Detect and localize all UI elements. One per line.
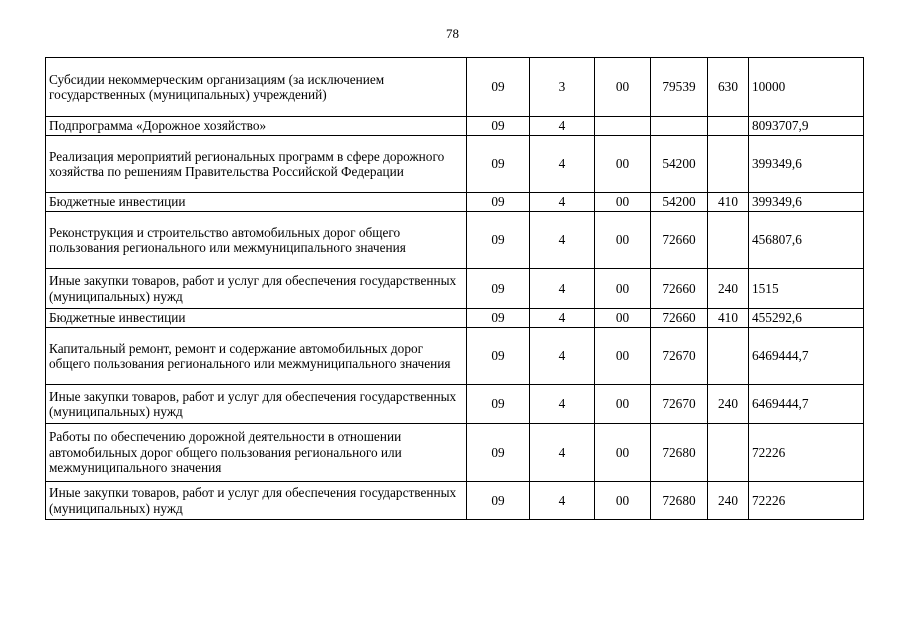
table-row	[46, 424, 864, 482]
row-expense-type: 410	[708, 193, 749, 212]
row-section: 09	[467, 269, 530, 309]
row-subsection: 3	[530, 58, 595, 117]
row-section: 09	[467, 212, 530, 269]
row-amount: 399349,6	[749, 193, 864, 212]
table-row	[46, 328, 864, 385]
row-code-part: 00	[595, 212, 651, 269]
row-target-article: 79539	[651, 58, 708, 117]
row-amount: 72226	[749, 424, 864, 482]
row-subsection: 4	[530, 269, 595, 309]
row-subsection: 4	[530, 136, 595, 193]
table-row	[46, 482, 864, 520]
row-subsection: 4	[530, 309, 595, 328]
row-target-article: 72680	[651, 482, 708, 520]
row-subsection: 4	[530, 193, 595, 212]
row-amount: 72226	[749, 482, 864, 520]
row-amount: 1515	[749, 269, 864, 309]
row-amount: 6469444,7	[749, 328, 864, 385]
table-row	[46, 136, 864, 193]
table-row	[46, 193, 864, 212]
row-name: Бюджетные инвестиции	[46, 193, 467, 212]
table-row	[46, 117, 864, 136]
row-amount: 6469444,7	[749, 385, 864, 424]
table-row	[46, 309, 864, 328]
row-amount: 455292,6	[749, 309, 864, 328]
table-row	[46, 269, 864, 309]
row-name: Реконструкция и строительство автомобильных дорог общего пользования регионального или межмуниципального значения	[46, 212, 467, 269]
row-section: 09	[467, 328, 530, 385]
row-subsection: 4	[530, 117, 595, 136]
row-expense-type	[708, 328, 749, 385]
row-code-part	[595, 117, 651, 136]
budget-table	[45, 57, 864, 520]
row-name: Капитальный ремонт, ремонт и содержание автомобильных дорог общего пользования регионального или межмуниципального значения	[46, 328, 467, 385]
row-target-article: 72660	[651, 212, 708, 269]
table-row	[46, 385, 864, 424]
row-target-article: 72670	[651, 328, 708, 385]
row-expense-type	[708, 136, 749, 193]
row-section: 09	[467, 58, 530, 117]
row-target-article: 72660	[651, 309, 708, 328]
row-target-article: 54200	[651, 136, 708, 193]
row-target-article: 72680	[651, 424, 708, 482]
row-code-part: 00	[595, 136, 651, 193]
row-expense-type: 630	[708, 58, 749, 117]
row-amount: 399349,6	[749, 136, 864, 193]
row-amount: 8093707,9	[749, 117, 864, 136]
row-target-article: 54200	[651, 193, 708, 212]
row-code-part: 00	[595, 309, 651, 328]
row-subsection: 4	[530, 424, 595, 482]
table-row	[46, 212, 864, 269]
row-code-part: 00	[595, 385, 651, 424]
row-subsection: 4	[530, 212, 595, 269]
row-target-article: 72660	[651, 269, 708, 309]
row-expense-type: 240	[708, 482, 749, 520]
row-expense-type: 410	[708, 309, 749, 328]
row-code-part: 00	[595, 193, 651, 212]
row-name: Иные закупки товаров, работ и услуг для обеспечения государственных (муниципальных) нужд	[46, 269, 467, 309]
row-code-part: 00	[595, 269, 651, 309]
row-subsection: 4	[530, 385, 595, 424]
row-subsection: 4	[530, 328, 595, 385]
row-section: 09	[467, 424, 530, 482]
row-amount: 10000	[749, 58, 864, 117]
row-section: 09	[467, 117, 530, 136]
table-row	[46, 58, 864, 117]
row-expense-type	[708, 212, 749, 269]
row-section: 09	[467, 385, 530, 424]
row-section: 09	[467, 309, 530, 328]
row-section: 09	[467, 482, 530, 520]
row-expense-type: 240	[708, 269, 749, 309]
row-amount: 456807,6	[749, 212, 864, 269]
row-expense-type	[708, 117, 749, 136]
row-expense-type: 240	[708, 385, 749, 424]
row-name: Субсидии некоммерческим организациям (за исключением государственных (муниципальных) учреждений)	[46, 58, 467, 117]
row-code-part: 00	[595, 482, 651, 520]
row-section: 09	[467, 193, 530, 212]
row-name: Подпрограмма «Дорожное хозяйство»	[46, 117, 467, 136]
row-code-part: 00	[595, 58, 651, 117]
row-code-part: 00	[595, 328, 651, 385]
row-name: Работы по обеспечению дорожной деятельности в отношении автомобильных дорог общего пользования регионального или межмуниципального значения	[46, 424, 467, 482]
row-target-article	[651, 117, 708, 136]
page-number: 78	[446, 26, 459, 41]
row-code-part: 00	[595, 424, 651, 482]
row-expense-type	[708, 424, 749, 482]
row-target-article: 72670	[651, 385, 708, 424]
row-name: Реализация мероприятий региональных программ в сфере дорожного хозяйства по решениям Правительства Российской Федерации	[46, 136, 467, 193]
row-subsection: 4	[530, 482, 595, 520]
row-name: Иные закупки товаров, работ и услуг для обеспечения государственных (муниципальных) нужд	[46, 482, 467, 520]
row-name: Иные закупки товаров, работ и услуг для обеспечения государственных (муниципальных) нужд	[46, 385, 467, 424]
row-name: Бюджетные инвестиции	[46, 309, 467, 328]
row-section: 09	[467, 136, 530, 193]
